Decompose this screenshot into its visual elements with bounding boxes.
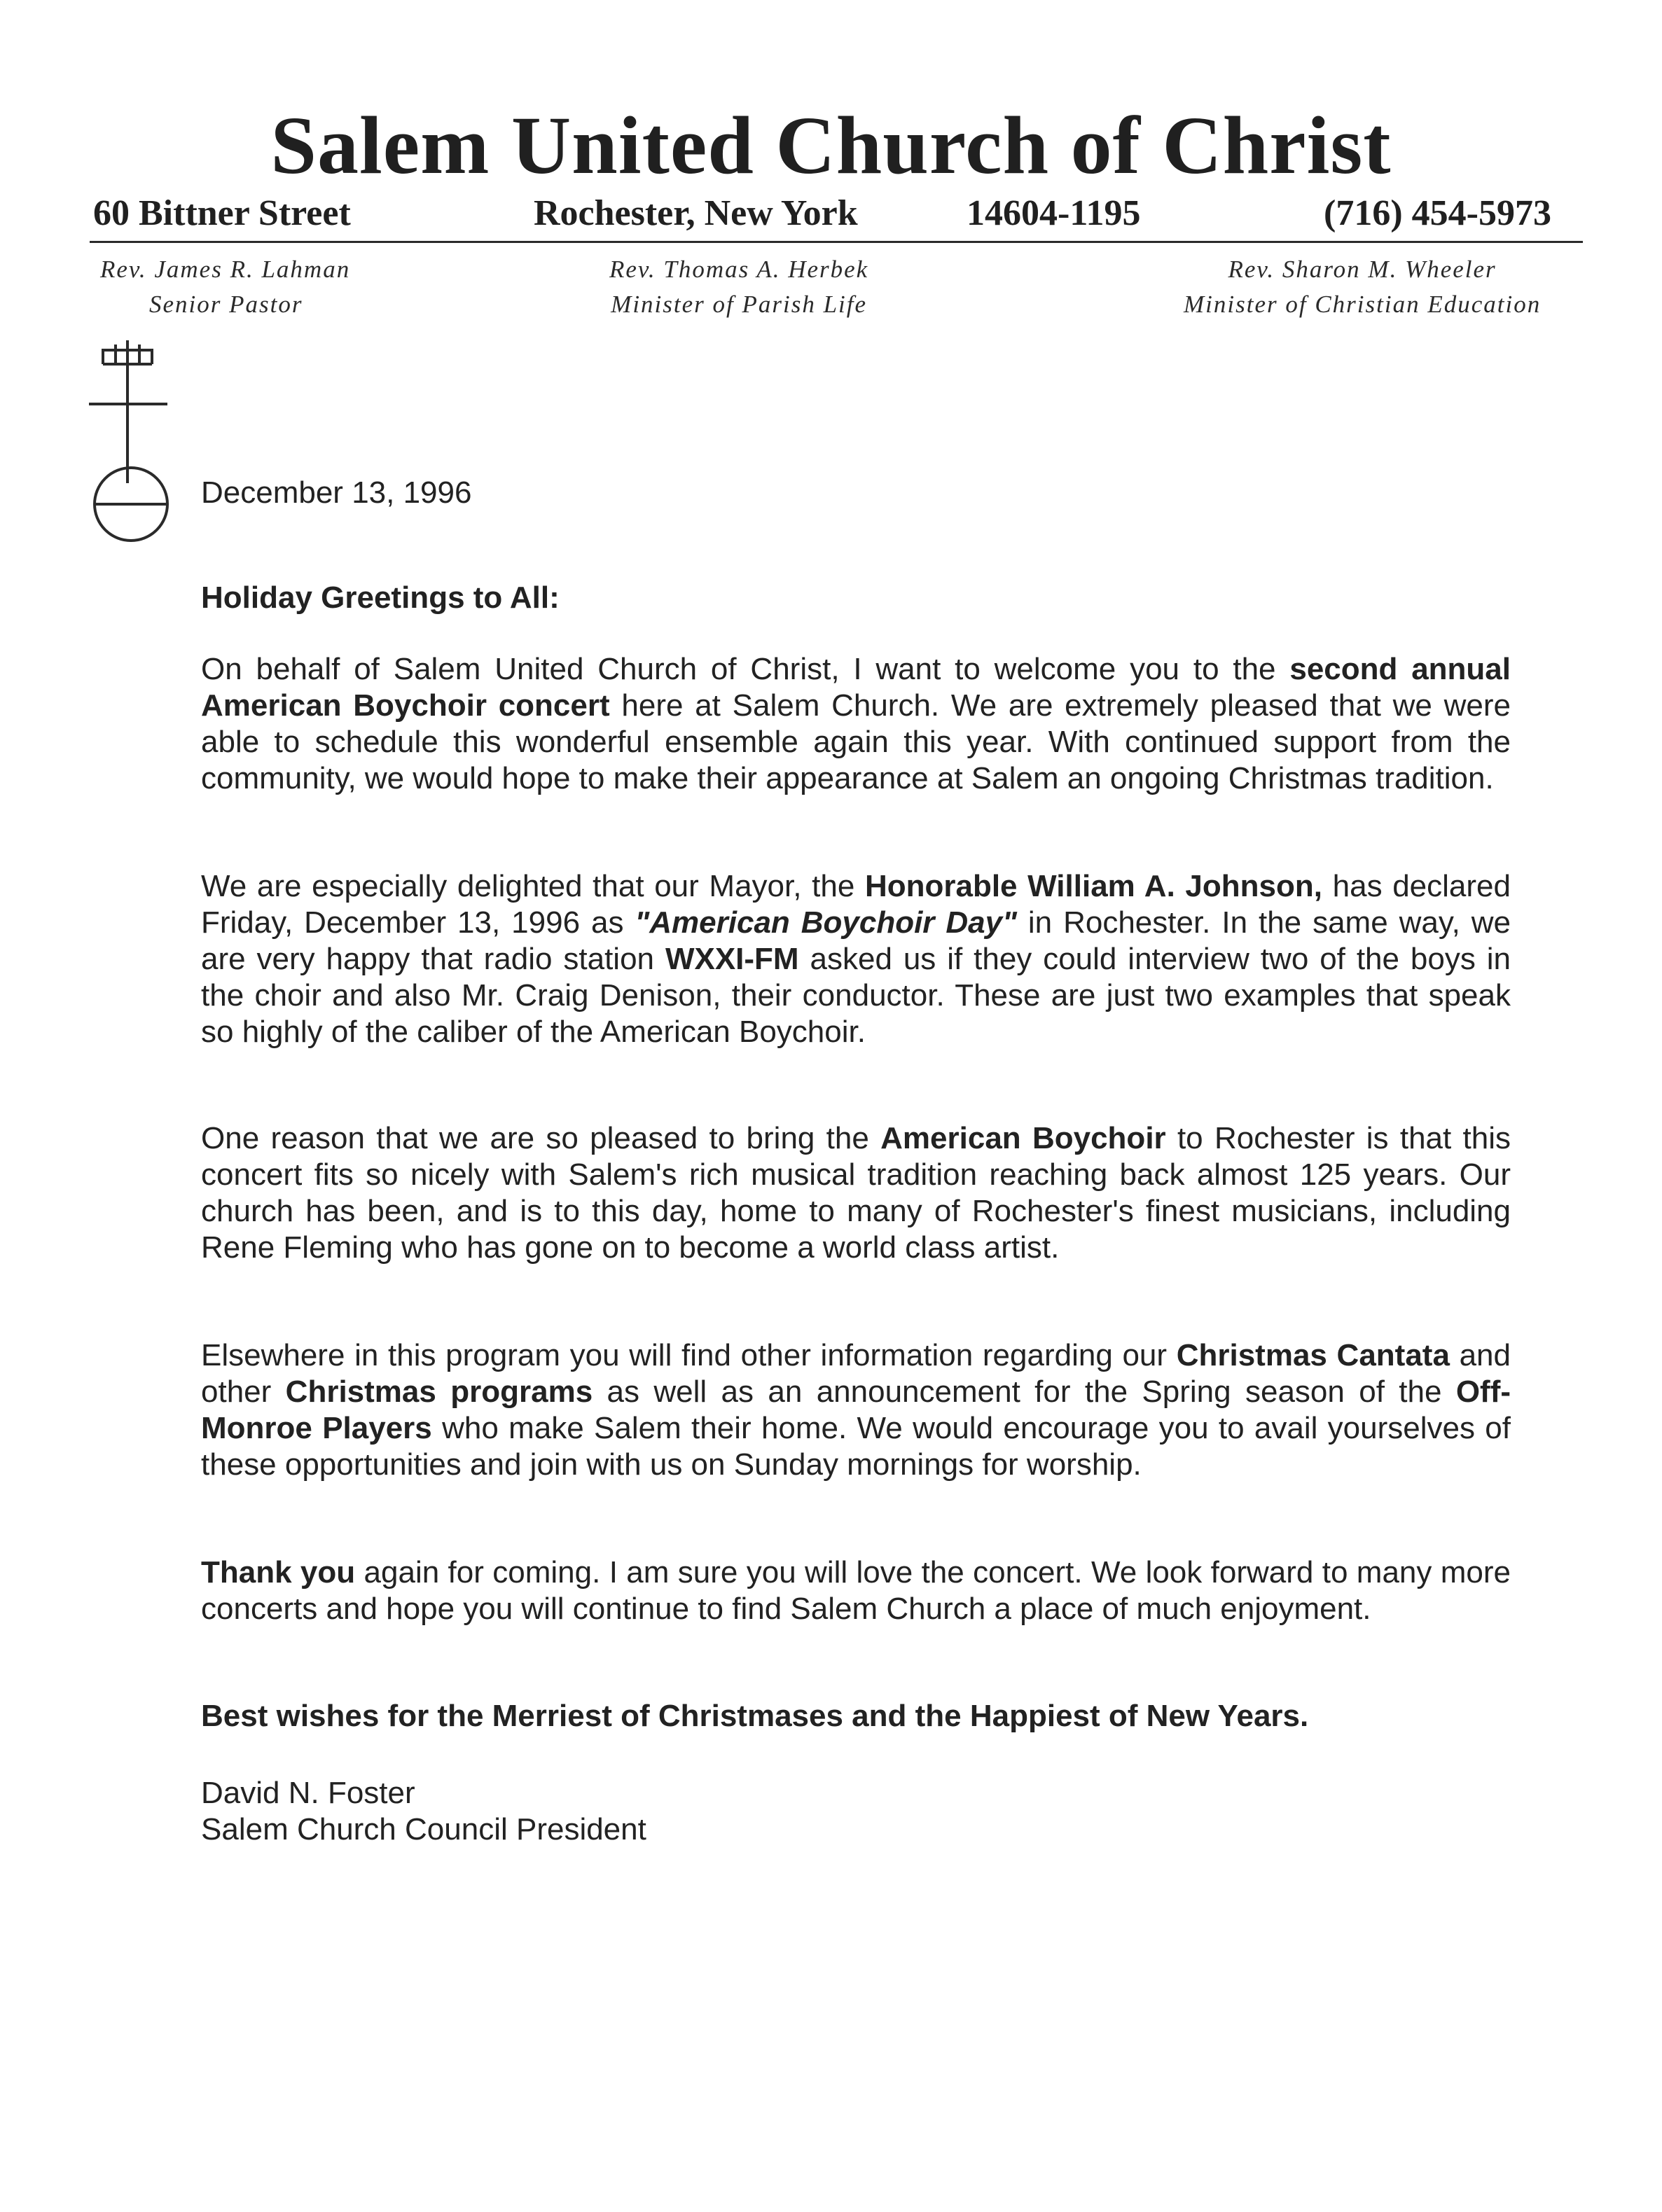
paragraph-boychoir-day: We are especially delighted that our Mayor, the Honorable William A. Johnson, has declared Friday, December 13, 1996 as "American Boychoir Day" in Rochester. In the same way, we are very happy that radio station WXXI-FM asked us if they could interview two of the boys in the choir and also Mr. Craig Denison, their conductor. These are just two examples that speak so highly of the caliber of the American Boychoir. bbox=[201, 869, 1511, 1049]
phone-number: (716) 454-5973 bbox=[1324, 193, 1551, 233]
city-state: Rochester, New York bbox=[534, 193, 858, 233]
zip-code: 14604-1195 bbox=[967, 193, 1141, 233]
staff-title: Senior Pastor bbox=[149, 291, 303, 318]
staff-senior-pastor bbox=[93, 252, 350, 322]
signature-block bbox=[201, 1775, 1511, 1848]
letterhead-divider bbox=[90, 241, 1583, 243]
paragraph-thank-you: Thank you again for coming. I am sure you will love the concert. We look forward to many more concerts and hope you will continue to find Salem Church a place of much enjoyment. bbox=[201, 1555, 1511, 1626]
street-address: 60 Bittner Street bbox=[93, 193, 351, 233]
paragraph-welcome: On behalf of Salem United Church of Christ, I want to welcome you to the second annual American Boychoir concert here at Salem Church. We are extremely pleased that we were able to schedule this wonderful ensemble again this year. With continued support from the community, we would hope to make their appearance at Salem an ongoing Christmas tradition. bbox=[201, 652, 1511, 795]
crown-cross-orb-icon bbox=[81, 336, 186, 553]
staff-title: Minister of Parish Life bbox=[611, 291, 868, 318]
staff-name: Rev. James R. Lahman bbox=[100, 256, 351, 283]
signer-name: David N. Foster bbox=[201, 1776, 415, 1810]
staff-title: Minister of Christian Education bbox=[1184, 291, 1542, 318]
closing-wishes: Best wishes for the Merriest of Christmases and the Happiest of New Years. bbox=[201, 1699, 1309, 1733]
paragraph-programs: Elsewhere in this program you will find other information regarding our Christmas Cantata and other Christmas programs as well as an announcement for the Spring season of the Off-Monroe Players who make Salem their home. We would encourage you to avail yourselves of these opportunities and join with us on Sunday mornings for worship. bbox=[201, 1338, 1511, 1482]
paragraph-musical-tradition: One reason that we are so pleased to bring the American Boychoir to Rochester is that this concert fits so nicely with Salem's rich musical tradition reaching back almost 125 years. Our church has been, and is to this day, home to many of Rochester's finest musicians, including Rene Fleming who has gone on to become a world class artist. bbox=[201, 1121, 1511, 1265]
staff-parish-life bbox=[609, 252, 868, 322]
staff-christian-education bbox=[1184, 252, 1541, 322]
staff-name: Rev. Thomas A. Herbek bbox=[609, 256, 869, 283]
church-name: Salem United Church of Christ bbox=[270, 99, 1392, 191]
letter-date: December 13, 1996 bbox=[201, 475, 472, 510]
staff-name: Rev. Sharon M. Wheeler bbox=[1228, 256, 1497, 283]
signer-title: Salem Church Council President bbox=[201, 1812, 646, 1846]
salutation: Holiday Greetings to All: bbox=[201, 580, 560, 615]
